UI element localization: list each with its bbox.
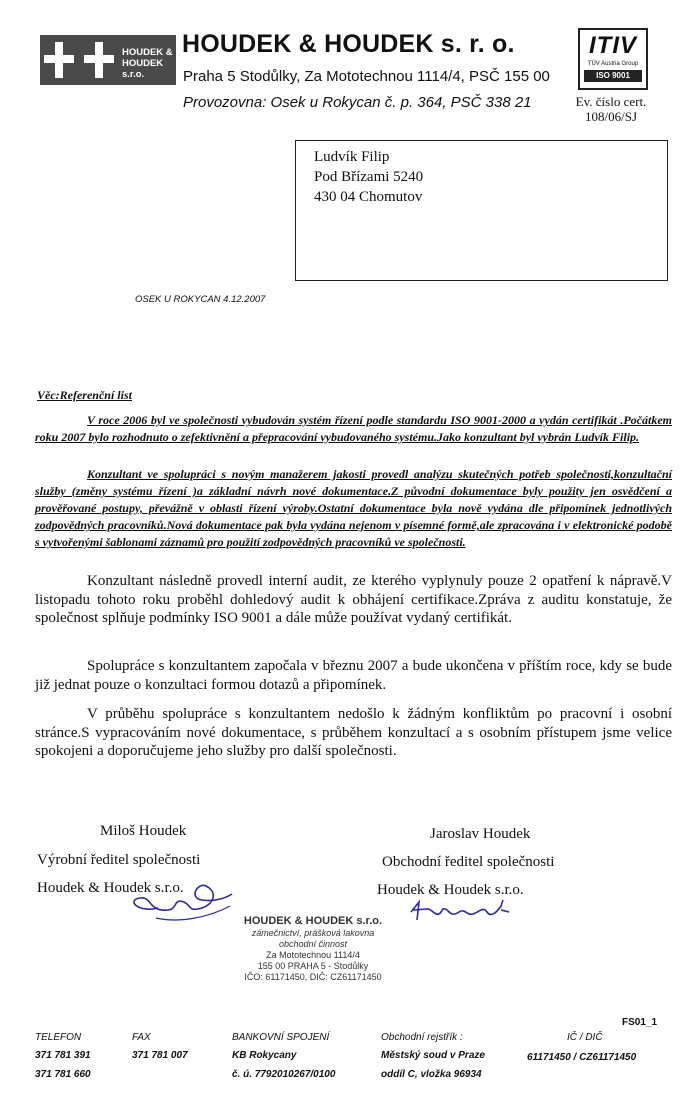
footer-bank-label: BANKOVNÍ SPOJENÍ xyxy=(232,1032,330,1043)
company-logo xyxy=(40,35,176,85)
signatory-right-company: Houdek & Houdek s.r.o. xyxy=(377,882,524,898)
signatory-left-title: Výrobní ředitel společnosti xyxy=(37,852,201,868)
company-name: HOUDEK & HOUDEK s. r. o. xyxy=(182,30,515,58)
iso-certification-logo xyxy=(578,28,648,90)
signatory-right-title: Obchodní ředitel společnosti xyxy=(382,854,555,870)
footer-fax: 371 781 007 xyxy=(132,1050,188,1061)
footer-ico-label: IČ / DIČ xyxy=(567,1032,603,1043)
signatory-left-company: Houdek & Houdek s.r.o. xyxy=(37,880,184,896)
date-place: OSEK U ROKYCAN 4.12.2007 xyxy=(135,294,266,305)
paragraph-1: V roce 2006 byl ve společnosti vybudován systém řízení podle standardu ISO 9001-2000 a vydán certifikát .Počátkem roku 2007 bylo rozhodnuto o zefektivnění a přepracování vybudovaného systému.Jako konzultant byl vybrán Ludvík Filip. xyxy=(35,413,672,444)
form-code: FS01_1 xyxy=(622,1017,658,1028)
signatory-right-name: Jaroslav Houdek xyxy=(430,826,531,842)
stamp-line: zámečnictví, prášková lakovna xyxy=(251,928,375,938)
footer-registry-court: Městský soud v Praze xyxy=(381,1050,485,1061)
logo-text xyxy=(122,47,176,80)
recipient-address-box xyxy=(295,140,668,281)
paragraph-2: Konzultant ve spolupráci s novým manažerem jakosti provedl analýzu skutečných potřeb společnosti,konzultační služby (změny systému řízení )a základní návrh nové dokumentace.Z původní dokumentace byly použity jen osvědčení a prověřované postupy, převážně v oblasti řízení výroby.Ostatní dokumentace byla nově vydána dle připomínek jednotlivých zodpovědných pracovníků.Nová dokumentace pak byla vydána nejenom v písemné formě,ale zpracována i v elektronické podobě s vytvořenými šablonami záznamů pro použití zodpovědných pracovníků ve společnosti. xyxy=(35,467,672,549)
cert-logo-text: ITIV xyxy=(588,32,637,59)
logo-text-line: HOUDEK s.r.o. xyxy=(122,58,164,80)
footer-registry-section: oddíl C, vložka 96934 xyxy=(381,1069,482,1080)
handwritten-signature-right xyxy=(405,892,515,932)
cert-number-label: Ev. číslo cert. xyxy=(575,94,647,109)
stamp-line: obchodní činnost xyxy=(278,939,348,949)
footer-registry-label: Obchodní rejstřík : xyxy=(381,1032,463,1043)
letter-subject: Věc:Referenční list xyxy=(37,388,132,402)
paragraph-5: V průběhu spolupráce s konzultantem nedošlo k žádným konfliktům po pracovní i osobní stránce.S vypracováním nové dokumentace, s průběhem konzultací a s osobním přístupem jsme velice spokojeni a doporučujeme jeho služby pro další společnosti. xyxy=(35,706,672,759)
paragraph-4: Spolupráce s konzultantem započala v březnu 2007 a bude ukončena v příštím roce, kdy se bude již jednat pouze o konzultaci formou dotazů a připomínek. xyxy=(35,658,672,693)
company-address: Praha 5 Stodůlky, Za Mototechnou 1114/4, PSČ 155 00 xyxy=(183,68,550,85)
logo-text-line: HOUDEK & xyxy=(122,47,173,58)
signatory-left-name: Miloš Houdek xyxy=(100,823,187,839)
logo-cross-shape xyxy=(84,55,114,63)
cert-number: 108/06/SJ xyxy=(584,109,637,124)
company-stamp xyxy=(228,915,398,983)
branch-address: Provozovna: Osek u Rokycan č. p. 364, PSČ 338 21 xyxy=(183,94,532,111)
stamp-line: Za Mototechnou 1114/4 xyxy=(266,950,360,960)
recipient-city: 430 04 Chomutov xyxy=(314,189,423,205)
footer-fax-label: FAX xyxy=(132,1032,151,1043)
footer-ico-value: 61171450 / CZ61171450 xyxy=(527,1052,637,1063)
paragraph-3: Konzultant následně provedl interní audit, ze kterého vyplynuly pouze 2 opatření k nápravě.V listopadu tohoto roku proběhl dohledový audit k obhájení certifikace.Zpráva z auditu konstatuje, že společnost splňuje podmínky ISO 9001 a dále může používat vydaný certifikát. xyxy=(35,573,672,626)
footer-bank-account: č. ú. 7792010267/0100 xyxy=(232,1069,336,1080)
stamp-company-name: HOUDEK & HOUDEK s.r.o. xyxy=(243,915,383,927)
stamp-line: 155 00 PRAHA 5 - Stodůlky xyxy=(257,961,369,971)
recipient-name: Ludvík Filip xyxy=(314,149,390,165)
logo-cross-shape xyxy=(44,55,74,63)
stamp-line: IČO: 61171450, DIČ: CZ61171450 xyxy=(244,972,382,982)
footer-phone: 371 781 391 xyxy=(35,1050,91,1061)
cert-logo-subtitle: TÜV Austria Group xyxy=(587,61,639,67)
recipient-street: Pod Břízami 5240 xyxy=(314,169,424,185)
handwritten-signature-left xyxy=(118,868,238,928)
footer-phone-label: TELEFON xyxy=(35,1032,82,1043)
cert-logo-iso: ISO 9001 xyxy=(584,70,642,82)
footer-bank-name: KB Rokycany xyxy=(232,1050,297,1061)
footer-phone: 371 781 660 xyxy=(35,1069,91,1080)
